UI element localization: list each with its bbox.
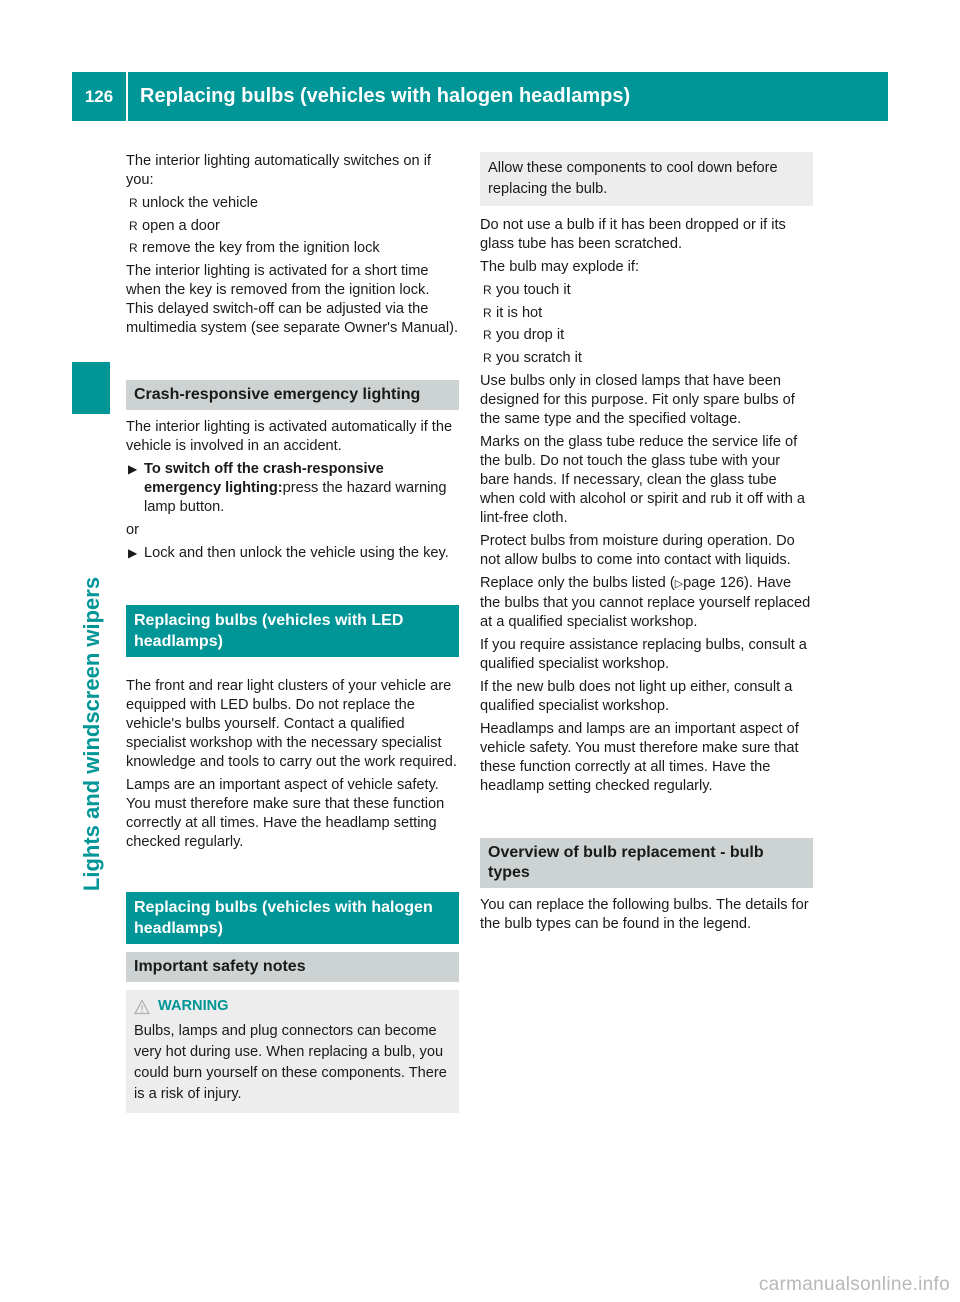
list-item: R open a door (129, 217, 220, 234)
halogen-heading: Replacing bulbs (vehicles with halogen headlamps) (126, 892, 459, 944)
warning-header (134, 996, 451, 1017)
warning-box (126, 990, 459, 1113)
warning-triangle-icon (134, 999, 150, 1015)
list-item: R you touch it (483, 282, 571, 298)
watermark: carmanualsonline.info (758, 1274, 950, 1295)
bullet-icon: R (483, 328, 492, 342)
list-item: R you scratch it (483, 349, 582, 366)
bullet-icon: R (483, 350, 492, 365)
explode-intro: The bulb may explode if: (480, 259, 639, 275)
warning-text: Bulbs, lamps and plug connectors can become very hot during use. When replacing a bulb, you could burn yourself on these components. There is a risk of injury. (134, 1023, 447, 1102)
intro-bullet-list (126, 194, 459, 258)
explode-bullet-list (480, 281, 813, 368)
crash-step-1-text: press the hazard warning lamp button. (144, 480, 447, 515)
marks-text: Marks on the glass tube reduce the service life of the bulb. Do not touch the glass tube with your bare hands. If necessary, clean the glass tube when cold with alcohol or spirit and rub it off with a lint-free cloth. (480, 433, 806, 526)
closed-lamps-text: Use bulbs only in closed lamps that have been designed for this purpose. Fit only spare bulbs of the same type and the specified voltage. (480, 372, 795, 427)
crash-heading: Crash-responsive emergency lighting (126, 380, 459, 410)
side-tab-marker (72, 362, 110, 414)
page-ref-arrow-icon: ▷ (674, 577, 684, 590)
crash-text: The interior lighting is activated automatically if the vehicle is involved in an accident. (126, 419, 453, 454)
bullet-icon: R (483, 283, 492, 297)
bullet-icon: R (483, 305, 492, 320)
left-column (126, 152, 459, 1113)
intro-text: The interior lighting automatically switches on if you: (126, 153, 431, 188)
bullet-icon: R (129, 241, 138, 255)
safety-heading: Important safety notes (126, 952, 459, 982)
moisture-text: Protect bulbs from moisture during operation. Do not allow bulbs to come into contact with liquids. (480, 532, 795, 568)
assistance-text: If you require assistance replacing bulbs, consult a qualified specialist workshop. (480, 636, 807, 672)
led-text-1: The front and rear light clusters of your vehicle are equipped with LED bulbs. Do not replace the vehicle's bulbs yourself. Contact a qualified specialist workshop with the necessary specialist knowledge and tools to carry out the work required. (126, 678, 457, 770)
header-divider (126, 72, 128, 121)
cool-down-box: Allow these components to cool down before replacing the bulb. (480, 152, 813, 206)
led-text-2: Lamps are an important aspect of vehicle safety. You must therefore make sure that these function correctly at all times. Have the headlamp setting checked regularly. (126, 777, 445, 850)
crash-step-1-bold: To switch off the crash-responsive emergency lighting: (144, 461, 384, 496)
overview-heading: Overview of bulb replacement - bulb types (480, 838, 813, 888)
new-bulb-text: If the new bulb does not light up either, consult a qualified specialist workshop. (480, 678, 793, 714)
list-item: R it is hot (483, 304, 543, 321)
page-ref-link[interactable]: page 126 (683, 574, 745, 591)
bullet-icon: R (129, 218, 138, 233)
page-title: Replacing bulbs (vehicles with halogen headlamps) (140, 85, 631, 107)
page-number: 126 (84, 87, 114, 106)
headlamps-text: Headlamps and lamps are an important aspect of vehicle safety. You must therefore make sure that these function correctly at all times. Have the headlamp setting checked regularly. (480, 720, 799, 794)
crash-step-2: ▶ Lock and then unlock the vehicle using the key. (128, 545, 449, 561)
crash-step-1 (126, 460, 459, 517)
list-item: R unlock the vehicle (129, 195, 259, 211)
delay-text: The interior lighting is activated for a short time when the key is removed from the ignition lock. This delayed switch-off can be adjusted via the multimedia system (see separate Owner's Manual). (126, 263, 459, 336)
step-arrow-icon: ▶ (128, 462, 138, 476)
bullet-icon: R (129, 196, 138, 210)
overview-text: You can replace the following bulbs. The details for the bulb types can be found in the legend. (480, 896, 809, 932)
right-column (480, 152, 813, 938)
list-item: R you drop it (483, 327, 565, 343)
side-tab-label: Lights and windscreen wipers (79, 576, 104, 892)
step-arrow-icon: ▶ (128, 546, 138, 560)
warning-label: WARNING (158, 998, 229, 1014)
led-heading: Replacing bulbs (vehicles with LED headlamps) (126, 605, 459, 657)
or-text: or (126, 522, 139, 538)
dropped-text: Do not use a bulb if it has been dropped or if its glass tube has been scratched. (480, 217, 786, 252)
replace-only-text: Replace only the bulbs listed (▷page 126). Have the bulbs that you cannot replace yourself replaced at a qualified specialist workshop. (480, 574, 811, 630)
list-item: R remove the key from the ignition lock (129, 240, 380, 256)
